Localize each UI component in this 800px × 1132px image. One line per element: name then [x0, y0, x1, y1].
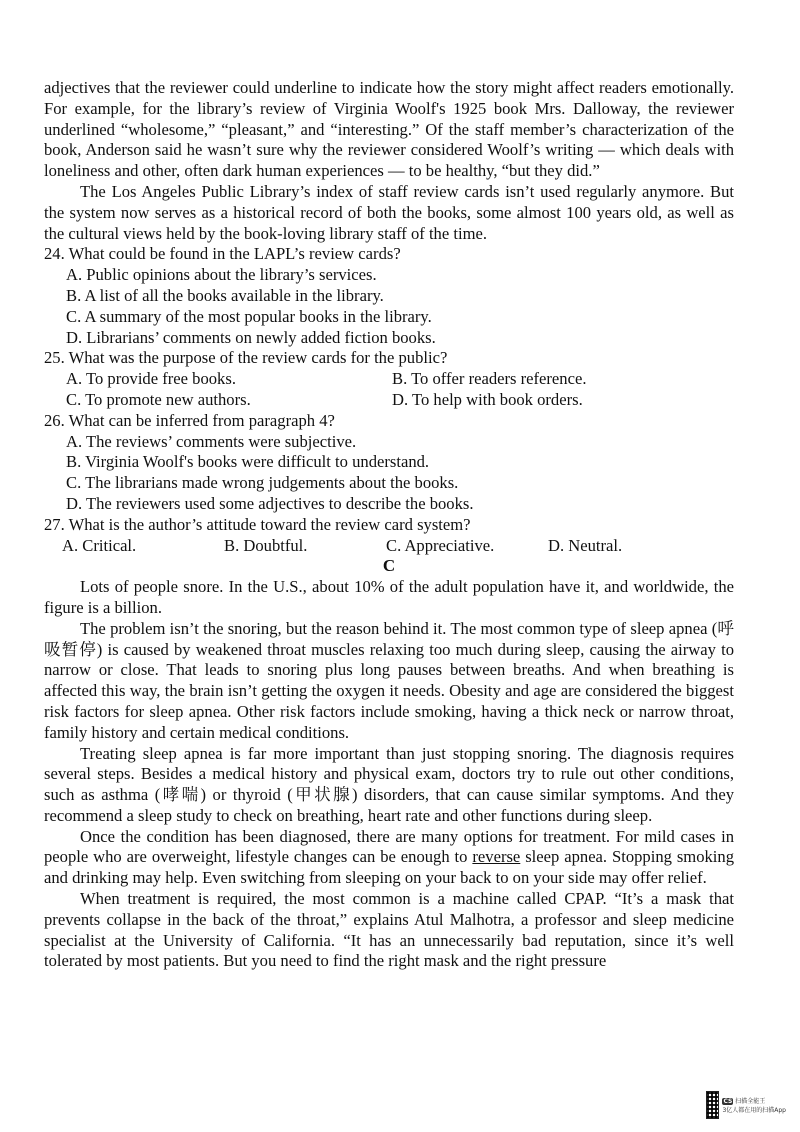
passage-c-paragraph-3: Treating sleep apnea is far more important than just stopping snoring. The diagnosis requires several steps. Besides a medical history and physical exam, doctors try to rule out other conditions, such as asthma (哮喘) or thyroid (甲状腺) disorders, that can cause similar symptoms. And they recommend a sleep study to check on breathing, heart rate and other functions during sleep.	[44, 743, 734, 825]
option-b: B. A list of all the books available in the library.	[66, 285, 384, 305]
passage-c-paragraph-5: When treatment is required, the most common is a machine called CPAP. “It’s a mask that prevents collapse in the back of the throat,” explains Atul Malhotra, a professor and sleep medicine specialist at the University of California. “It has an unnecessarily bad reputation, since it’s well tolerated by most patients. But you need to find the right mask and the right pressure	[44, 889, 734, 971]
option-a: A. Public opinions about the library’s services.	[66, 265, 377, 285]
text-before: Once the condition has been diagnosed, there are many options for treatment. For mild cases in people who are overweight, lifestyle changes can be enough to	[44, 826, 734, 867]
option-d: D. The reviewers used some adjectives to describe the books.	[66, 493, 474, 513]
passage-b-paragraph-5: The Los Angeles Public Library’s index of staff review cards isn’t used regularly anymore. But the system now serves as a historical record of both the books, some almost 100 years old, as well as the cultural views held by the book-loving library staff of the time.	[44, 181, 734, 243]
qr-code-icon	[706, 1091, 719, 1119]
passage-c-paragraph-4	[44, 827, 734, 889]
passage-c-paragraph-2: The problem isn’t the snoring, but the reason behind it. The most common type of sleep apnea (呼吸暂停) is caused by weakened throat muscles relaxing too much during sleep, causing the airway to narrow or close. That leads to snoring plus long pauses between breaths. And when breathing is affected this way, the brain isn’t getting the oxygen it needs. Obesity and age are considered the biggest risk factors for sleep apnea. Other risk factors include smoking, having a thick neck or narrow throat, family history and certain medical conditions.	[44, 618, 734, 742]
option-d: D. Neutral.	[548, 535, 623, 555]
passage-b-paragraph-3-end: adjectives that the reviewer could underline to indicate how the story might affect readers emotionally. For example, for the library’s review of Virginia Woolf's 1925 book Mrs. Dalloway, the reviewer underlined “wholesome,” “pleasant,” and “interesting.” Of the staff member’s characterization of the book, Anderson said he wasn’t sure why the reviewer considered Woolf’s writing — which deals with loneliness and other, often dark human experiences — to be healthy, “but they did.”	[44, 78, 734, 181]
passage-c-paragraph-1: Lots of people snore. In the U.S., about 10% of the adult population have it, and worldwide, the figure is a billion.	[44, 577, 734, 617]
option-d: D. Librarians’ comments on newly added fiction books.	[66, 327, 436, 347]
scanner-watermark	[706, 1090, 786, 1120]
question-27	[44, 515, 734, 557]
text-after: sleep apnea. Stopping smoking and drinking may help. Even switching from sleeping on your back to on your side may offer relief.	[44, 847, 734, 888]
options-row-2	[66, 390, 734, 411]
question-24	[44, 244, 734, 348]
underlined-word-reverse: reverse	[472, 847, 521, 867]
option-d: D. To help with book orders.	[392, 389, 583, 409]
question-stem: 25. What was the purpose of the review cards for the public?	[44, 348, 448, 368]
option-a: A. The reviews’ comments were subjective.	[66, 431, 357, 451]
option-c: C. To promote new authors.	[66, 389, 251, 409]
question-stem: 27. What is the author’s attitude toward the review card system?	[44, 514, 471, 534]
document-page	[44, 78, 734, 972]
option-b: B. To offer readers reference.	[392, 369, 587, 389]
option-c: C. A summary of the most popular books in the library.	[66, 306, 432, 326]
option-c: C. Appreciative.	[386, 535, 495, 555]
option-c: C. The librarians made wrong judgements about the books.	[66, 473, 459, 493]
option-a: A. Critical.	[62, 535, 137, 555]
option-b: B. Doubtful.	[224, 535, 308, 555]
question-stem: 24. What could be found in the LAPL’s review cards?	[44, 244, 401, 264]
scanner-subtitle: 3亿人都在用的扫描App	[722, 1107, 786, 1114]
scanner-title: 扫描全能王	[735, 1098, 766, 1105]
options-row-1	[66, 369, 734, 390]
scanner-badge-text	[722, 1096, 786, 1114]
question-26	[44, 411, 734, 515]
question-25	[44, 348, 734, 410]
question-stem: 26. What can be inferred from paragraph 4?	[44, 410, 335, 430]
cs-logo: CS	[723, 1098, 733, 1105]
options-row	[62, 536, 734, 557]
option-a: A. To provide free books.	[66, 369, 236, 389]
option-b: B. Virginia Woolf's books were difficult to understand.	[66, 452, 430, 472]
section-heading-c: C	[382, 556, 396, 576]
